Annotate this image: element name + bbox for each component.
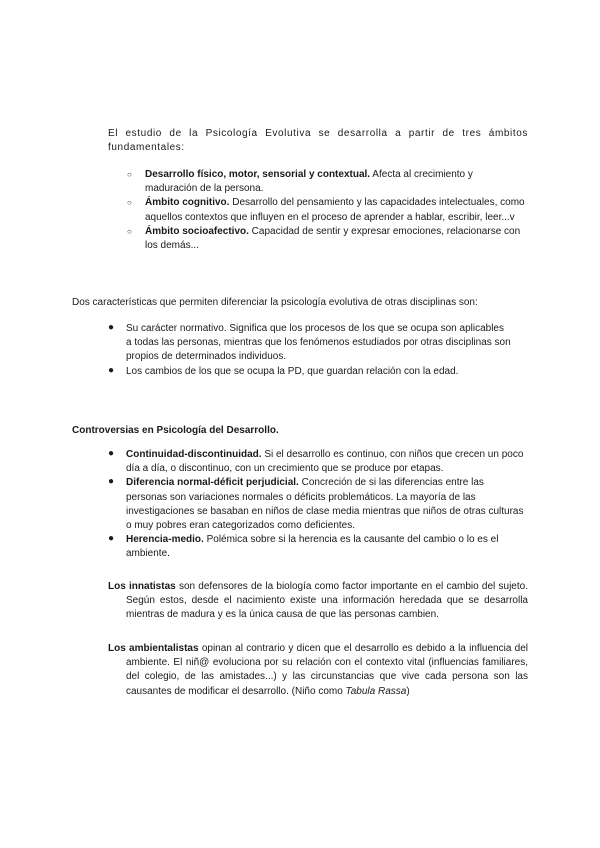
ambito-title: Ámbito socioafectivo. bbox=[145, 225, 249, 237]
caracteristica-text: Los cambios de los que se ocupa la PD, que guardan relación con la edad. bbox=[126, 365, 459, 377]
disc-bullet-icon: ● bbox=[108, 364, 115, 376]
circle-bullet-icon: ○ bbox=[127, 226, 132, 236]
controversia-title: Continuidad-discontinuidad. bbox=[126, 449, 262, 460]
controversia-desc: Si el desarrollo es continuo, con niños que crecen un poco día a día, o discontinuo, con un crecimiento que se produce por etapas. bbox=[126, 449, 524, 475]
ambito-desc: Desarrollo del pensamiento y las capacidades intelectuales, como aquellos contextos que influyen en el proceso de aprender a hablar, escribir, leer...v bbox=[145, 197, 525, 223]
ambito-item bbox=[127, 168, 525, 196]
disc-bullet-icon: ● bbox=[108, 322, 115, 333]
innatistas-text: son defensores de la biología como factor importante en el cambio del sujeto. Según estos, desde el nacimiento existe una información heredada que se desarrolla mientras de madura y es la única causa de que las personas cambien. bbox=[126, 581, 528, 621]
caracteristica-item bbox=[108, 322, 511, 365]
controversias-list bbox=[108, 448, 526, 562]
disc-bullet-icon: ● bbox=[108, 533, 115, 545]
section-title: Controversias en Psicología del Desarrollo. bbox=[72, 425, 279, 436]
ambito-item bbox=[127, 225, 525, 253]
controversia-desc: Concreción de si las diferencias entre las personas son variaciones normales o déficits problemáticos. La mayoría de las investigaciones se basaban en niños de clase media mientras que niños de otras culturas o muy pobres eran categorizados como deficientes. bbox=[126, 477, 524, 532]
controversia-item bbox=[108, 448, 526, 476]
caracteristica-text: Su carácter normativo. Significa que los procesos de los que se ocupa son aplicables a todas las personas, mientras que los fenómenos estudiados por otras disciplinas son propios de determinados individuos. bbox=[126, 323, 511, 363]
controversia-title: Diferencia normal-déficit perjudicial. bbox=[126, 477, 299, 489]
circle-bullet-icon: ○ bbox=[127, 198, 132, 208]
caracteristicas-paragraph bbox=[72, 296, 552, 310]
ambientalistas-paragraph bbox=[108, 642, 528, 699]
innatistas-paragraph bbox=[108, 580, 528, 623]
intro-paragraph bbox=[108, 127, 528, 155]
caracteristicas-list bbox=[108, 322, 511, 379]
ambientalistas-text: opinan al contrario y dicen que el desarrollo es debido a la influencia del ambiente. El niñ@ evoluciona por su relación con el contexto vital (influencias familiares, del colegio, de las amistades...) y las circunstancias que vive cada persona son las causantes de modificar el desarrollo. (Niño como bbox=[126, 643, 529, 697]
circle-bullet-icon: ○ bbox=[127, 170, 132, 179]
ambito-title: Ámbito cognitivo. bbox=[145, 197, 230, 209]
disc-bullet-icon: ● bbox=[108, 476, 115, 488]
controversia-desc: Polémica sobre si la herencia es la causante del cambio o lo es el ambiente. bbox=[126, 534, 499, 560]
controversia-item bbox=[108, 533, 526, 561]
caracteristica-item bbox=[108, 364, 511, 379]
intro-text: El estudio de la Psicología Evolutiva se desarrolla a partir de tres ámbitos fundamentales: bbox=[108, 128, 528, 154]
ambito-desc: Afecta al crecimiento y maduración de la persona. bbox=[145, 169, 473, 195]
controversia-title: Herencia-medio. bbox=[126, 534, 204, 546]
ambito-title: Desarrollo físico, motor, sensorial y contextual. bbox=[145, 169, 371, 180]
ambito-desc: Capacidad de sentir y expresar emociones, relacionarse con los demás... bbox=[145, 225, 521, 252]
ambientalistas-label: Los ambientalistas bbox=[108, 643, 199, 654]
disc-bullet-icon: ● bbox=[108, 448, 115, 459]
innatistas-label: Los innatistas bbox=[108, 581, 176, 592]
ambientalistas-end: ) bbox=[406, 685, 410, 697]
ambito-item bbox=[127, 196, 525, 224]
controversias-heading bbox=[72, 424, 552, 438]
tabula-rassa-italic: Tabula Rassa bbox=[345, 685, 407, 697]
ambitos-list bbox=[127, 168, 525, 253]
caracteristicas-intro: Dos características que permiten diferenciar la psicología evolutiva de otras disciplinas son: bbox=[72, 297, 478, 308]
controversia-item bbox=[108, 476, 526, 533]
